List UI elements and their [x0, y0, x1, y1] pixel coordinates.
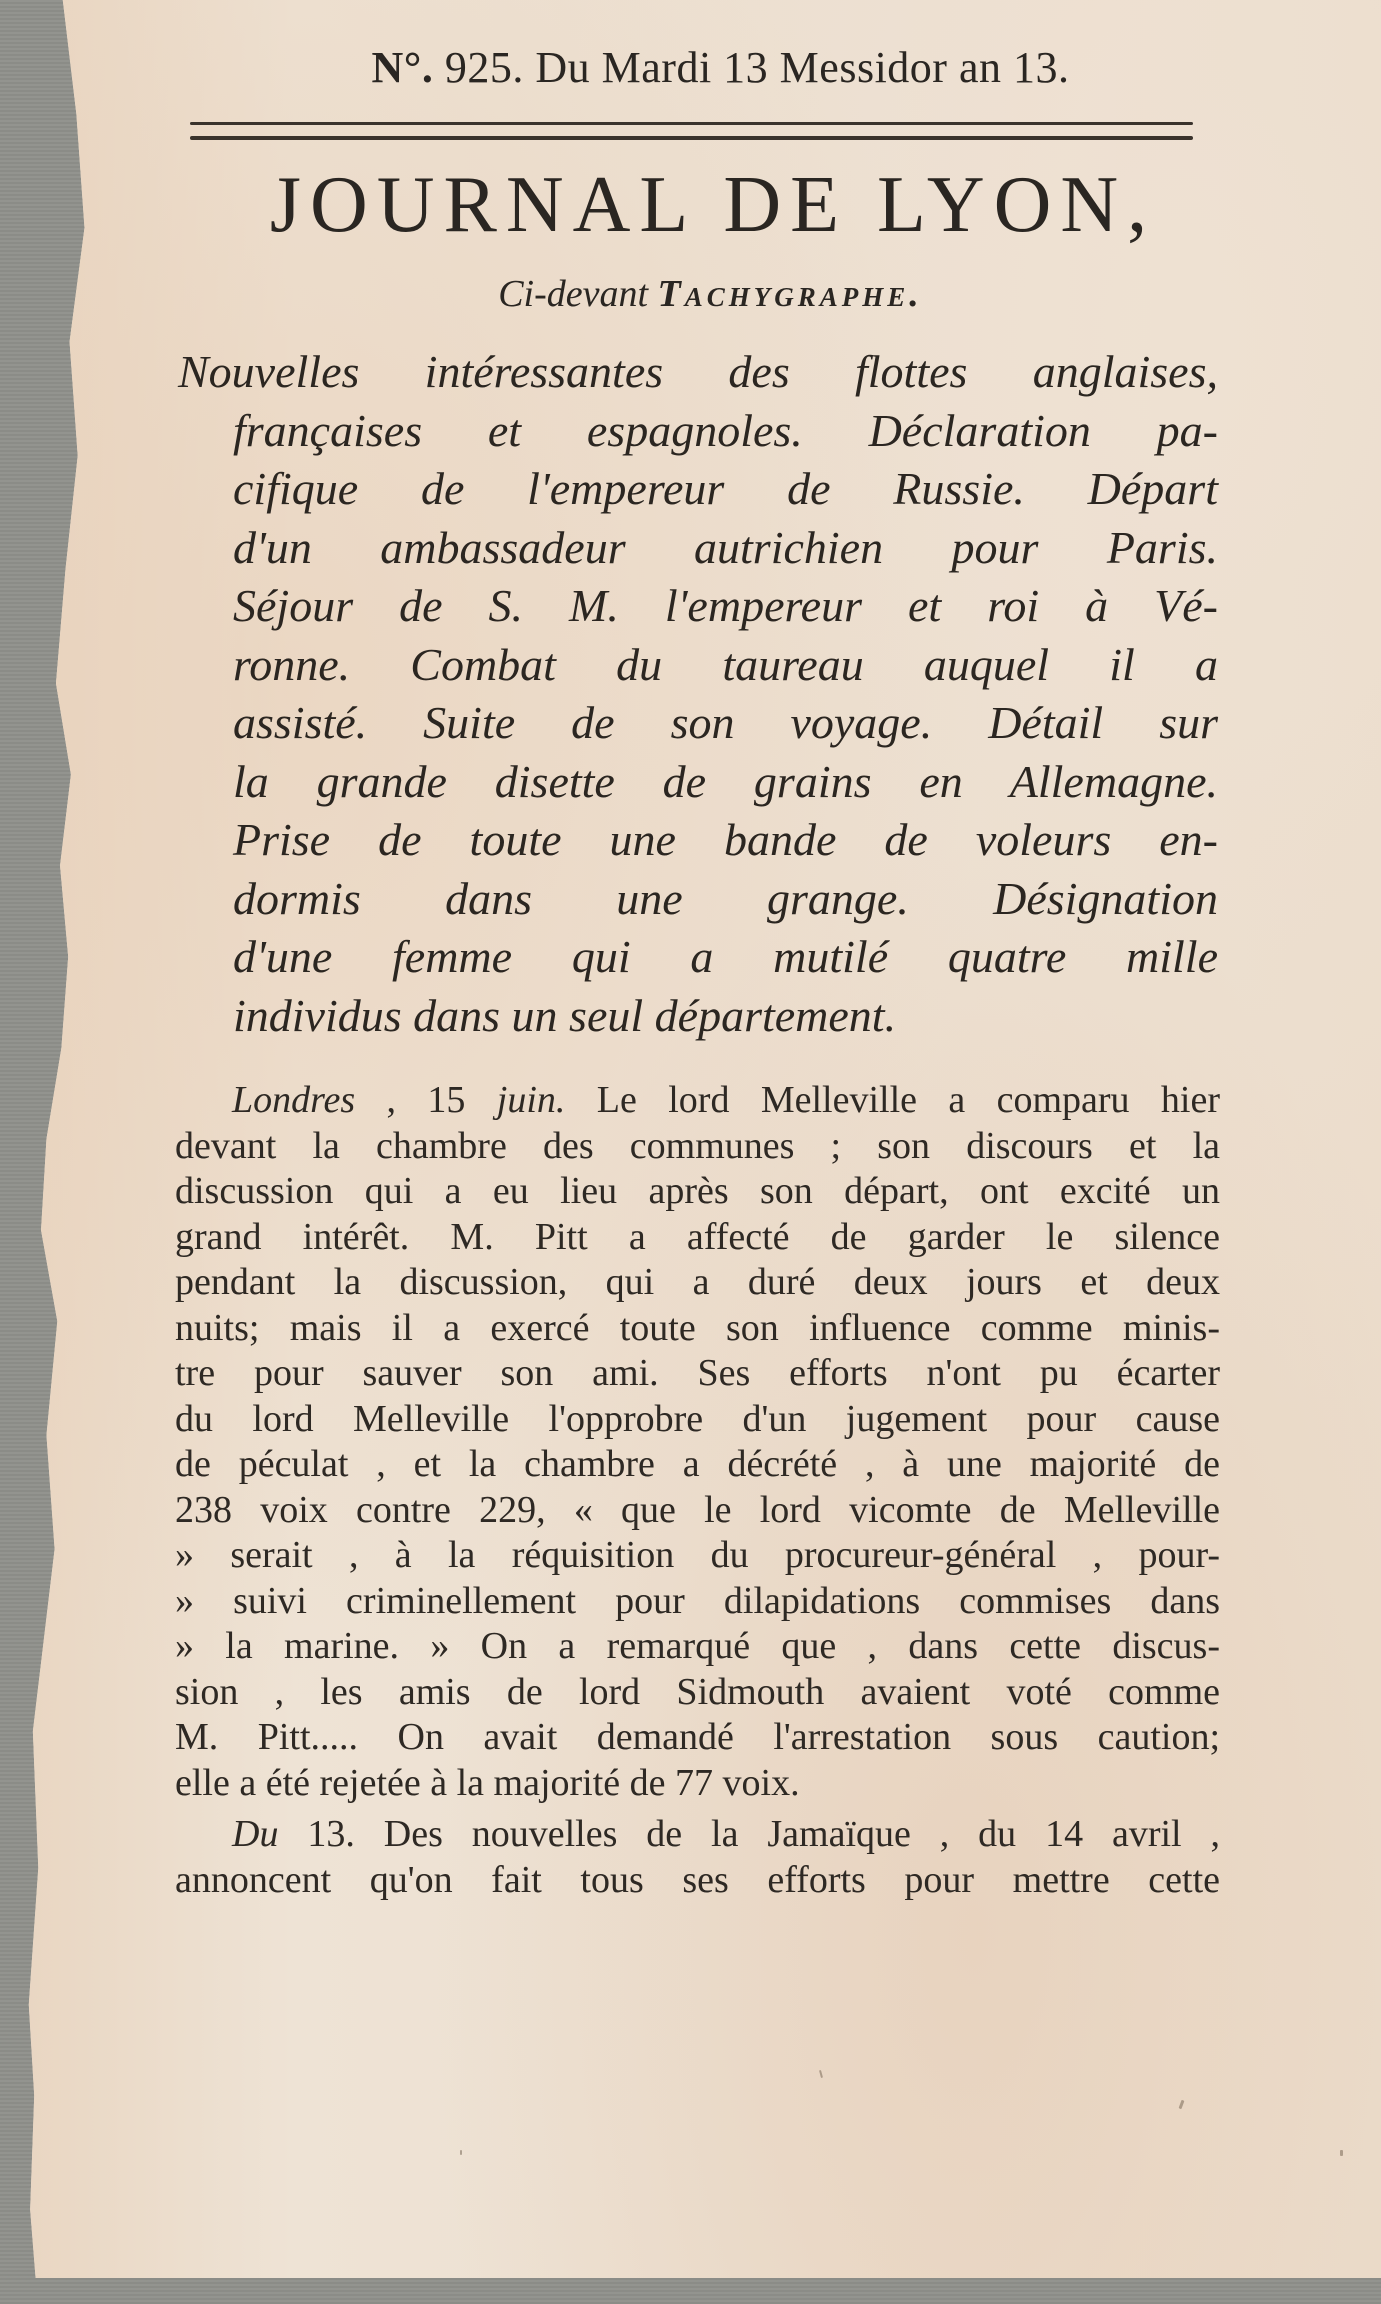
summary-line: d'un ambassadeur autrichien pour Paris.: [233, 521, 1218, 573]
summary-line: assisté. Suite de son voyage. Détail sur: [233, 697, 1218, 748]
article-line: annoncent qu'on fait tous ses efforts pour mettre cette: [175, 1858, 1220, 1901]
summary-line: la grande disette de grains en Allemagne.: [233, 755, 1218, 807]
summary-line: cifique de l'empereur de Russie. Départ: [233, 463, 1218, 514]
article-line: » suivi criminellement pour dilapidations commises dans: [175, 1579, 1220, 1622]
dateline-month: juin.: [496, 1079, 566, 1121]
issue-number-label: N°.: [371, 43, 434, 92]
summary-line: individus dans un seul département.: [233, 989, 897, 1041]
article-line: devant la chambre des communes ; son discours et la: [175, 1124, 1220, 1167]
dateline-place: Du: [232, 1813, 279, 1855]
article-line: sion , les amis de lord Sidmouth avaient voté comme: [175, 1670, 1220, 1713]
paper-speck: [460, 2150, 462, 2155]
dateline-place: Londres: [232, 1079, 356, 1121]
article-text: Le lord Melleville a comparu hier: [596, 1079, 1221, 1121]
newspaper-title: JOURNAL DE LYON,: [269, 161, 1157, 249]
summary-line: françaises et espagnoles. Déclaration pa-: [233, 404, 1218, 456]
article-line: grand intérêt. M. Pitt a affecté de garder le silence: [175, 1215, 1220, 1258]
issue-number: 925.: [444, 43, 524, 92]
article-line: elle a été rejetée à la majorité de 77 voix.: [175, 1761, 800, 1804]
article-line: discussion qui a eu lieu après son départ, ont excité un: [175, 1170, 1220, 1212]
header-rule-bottom: [190, 136, 1193, 140]
article-first-line: [175, 1812, 1220, 1858]
subtitle-prefix: Ci-devant: [498, 273, 649, 315]
article-line: de péculat , et la chambre a décrété , à une majorité de: [175, 1443, 1220, 1485]
article-line: » la marine. » On a remarqué que , dans cette discus-: [175, 1625, 1220, 1667]
issue-date: Du Mardi 13 Messidor an 13.: [535, 43, 1070, 92]
article-line: tre pour sauver son ami. Ses efforts n'ont pu écarter: [175, 1352, 1220, 1394]
summary-line: Nouvelles intéressantes des flottes anglaises,: [178, 346, 1218, 397]
article-text: Des nouvelles de la Jamaïque , du 14 avril ,: [383, 1813, 1221, 1855]
header-rule-top: [190, 122, 1193, 125]
paper-speck: [1340, 2150, 1343, 2156]
summary-line: ronne. Combat du taureau auquel il a: [233, 638, 1218, 690]
newspaper-subtitle: [0, 272, 1381, 316]
article-line: du lord Melleville l'opprobre d'un jugement pour cause: [175, 1397, 1220, 1440]
article-line: pendant la discussion, qui a duré deux jours et deux: [175, 1261, 1220, 1303]
article-first-line: [175, 1078, 1220, 1124]
article-body: [175, 1078, 1220, 1903]
issue-summary: [178, 343, 1218, 1045]
dateline-day: , 15: [355, 1079, 466, 1121]
article-line: » serait , à la réquisition du procureur-général , pour-: [175, 1534, 1220, 1576]
article-line: nuits; mais il a exercé toute son influence comme minis-: [175, 1306, 1220, 1349]
summary-line: d'une femme qui a mutilé quatre mille: [233, 931, 1218, 982]
issue-header: [0, 42, 1381, 93]
article-line: M. Pitt..... On avait demandé l'arrestation sous caution;: [175, 1716, 1220, 1758]
summary-line: Prise de toute une bande de voleurs en-: [233, 814, 1218, 865]
subtitle-name: Tachygraphe.: [657, 273, 923, 315]
dateline-day: 13.: [278, 1813, 355, 1855]
summary-line: Séjour de S. M. l'empereur et roi à Vé-: [233, 580, 1218, 631]
summary-line: dormis dans une grange. Désignation: [233, 872, 1218, 924]
article-line: 238 voix contre 229, « que le lord vicomte de Melleville: [175, 1488, 1220, 1531]
